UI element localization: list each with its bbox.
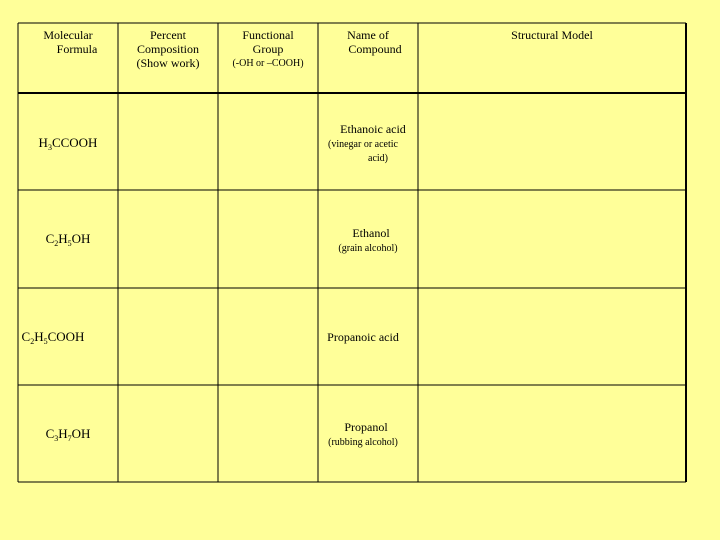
formula-row-3: $C_2H_5COOH$ [21,329,85,346]
compound-name-row-3: Propanoic acid [327,330,399,344]
formula-row-2: $C_2H_5OH$ [45,231,91,248]
header-percent-composition: Percent Composition (Show work) [136,28,200,70]
header-name-of-compound: Name of Compound [347,28,402,56]
compound-name-row-1: Ethanoic acid (vinegar or acetic acid) [328,122,406,164]
header-molecular-formula: Molecular Formula [43,28,98,56]
compound-name-row-2: Ethanol (grain alcohol) [338,226,398,254]
formula-row-1: $H_3CCOOH$ [38,135,98,152]
header-structural-model: Structural Model [511,28,593,42]
compound-name-row-4: Propanol (rubbing alcohol) [328,420,398,448]
header-functional-group: Functional Group (-OH or –COOH) [232,28,304,69]
formula-row-4: $C_3H_7OH$ [45,426,91,443]
